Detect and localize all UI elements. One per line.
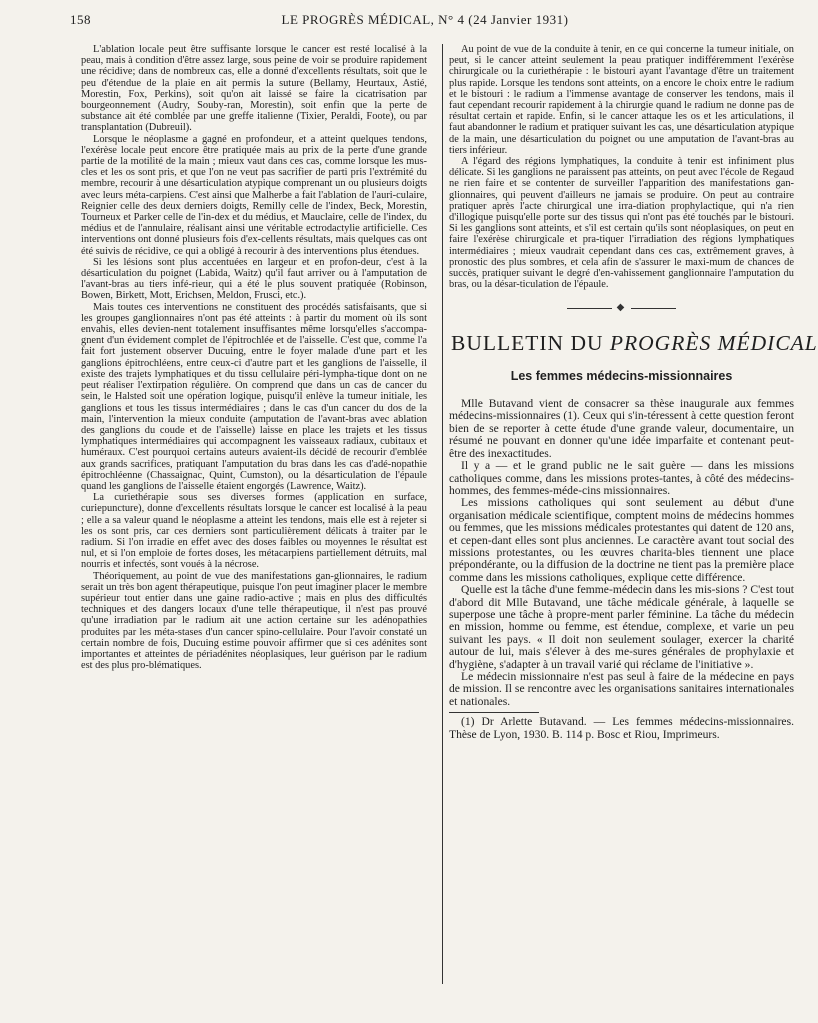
column-divider [442,44,443,984]
bulletin-paragraph-1: Mlle Butavand vient de consacrer sa thèse inaugurale aux femmes médecins-missionnaires (1). Ceux qui s'in-téressent à cette question feront bien de se reporter à cette étude d'une grande valeur, documentaire, un résumé ne pouvant en donner qu'une idée imparfaite et contenant peut-être des inexactitudes. [449,397,794,460]
article-title: Les femmes médecins-missionnaires [510,368,733,383]
left-paragraph-1: L'ablation locale peut être suffisante lorsque le cancer est resté localisé à la peau, mais à condition d'être assez large, sous peine de voir se produire rapidement une récidive; dans de nombreux cas, elle a donné d'excellents résultats, soit que le peu d'étendue de la plaie en ait permis la suture (Bellamy, Heurtaux, Astié, Morestin, Fox, Perkins), soit qu'on ait laissé se faire la cicatrisation par bourgeonnement (Audry, Souby-ran, Morestin), soit enfin que la perte de substance ait été comblée par une greffe italienne (Tixier, Peraldi, Foote), ou par transplantation (Dubreuil). [81,44,427,134]
right-paragraph-1: Au point de vue de la conduite à tenir, en ce qui concerne la tumeur initiale, on peut, si le cancer atteint seulement la peau pratiquer indifféremment l'exérèse chirurgicale ou la curiethérapie : le bistouri ayant l'avantage d'être un traitement plus rapide. Lorsque les tendons sont atteints, on a encore le choix entre le radium et le bistouri : le radium a l'immense avantage de conserver les tendons, mais il faut cependant recourir rapidement à la chirurgie quand le radium ne donne pas de résultat certain et rapide. Enfin, si le cancer attaque les os et les articulations, il faut abandonner le radium et pratiquer suivant les cas, une désarticulation atypique de la main, une désarticulation du poignet ou une amputation de l'avant-bras au tiers inférieur. [449,44,794,156]
running-head [70,12,780,32]
left-paragraph-5: La curiethérapie sous ses diverses formes (application en surface, curiepuncture), donne d'excellents résultats lorsque le cancer est localisé à la peau ; elle a sa valeur quand le néoplasme a atteint les tendons, mais elle est à rejeter si les os sont pris, car ces derniers sont particulièrement délicats à traiter par le radium. Si l'on irradie en effet avec des doses faibles ou moyennes le résultat est nul, et si l'on emploie de fortes doses, les métacarpiens partiellement détruits, mal nourris et infectés, sont voués à la nécrose. [81,492,427,571]
bulletin-section [449,330,818,741]
left-paragraph-4: Mais toutes ces interventions ne constituent des procédés satisfaisants, que si les groupes ganglionnaires n'ont pas été atteints : à partir du moment où ils sont envahis, elles devien-nent totalement insuffisantes même lorsqu'elles s'accompa-gnent d'un évidement complet de l'épitrochlée et de l'aisselle. C'est que, comme l'a fait fort justement observer Ducuing, entre le foyer malade d'une part et les ganglions épitrochléens, entre ceux-ci d'autre part et les ganglions de l'aisselle, il existe des trajets lymphatiques et du tissu cellulaire péri-lympha-tique dont on ne peut réaliser l'extirpation régulière. On comprend que dans un cas de cancer du sein, le Halsted soit une opération logique, puisqu'il enlève la tumeur initiale, les ganglions et tous les tissus intermédiaires ; dans le cas d'un cancer du dos de la main, l'intervention la mieux conduite (amputation de l'avant-bras avec ablation des ganglions du coude et de l'aisselle) laisse en place les trajets et les tissus lymphatiques intermédiaires qui accompagnent les vaisseaux radiaux, cubitaux et huméraux. C'est pourquoi certains auteurs avaient-ils décidé de recourir d'emblée aux grands sacrifices, pratiquant l'amputation du bras dans les cas d'adé-nopathie épitrochléenne (Chassaignac, Quint, Cumston), ou la désarticulation de l'épaule quand les ganglions de l'aisselle étaient engorgés (Lawrence, Waitz). [81,301,427,492]
bulletin-paragraph-4: Quelle est la tâche d'une femme-médecin dans les mis-sions ? C'est tout d'abord dit Mlle Butavand, une tâche médicale générale, à laquelle se superpose une tâche à propre-ment parler féminine. La tâche du médecin en mission, homme ou femme, est étendue, complexe, et varie un peu suivant les pays. « Il doit non seulement soulager, exercer la charité autour de lui, mais s'élever à des me-sures générales de prophylaxie et d'hygiène, s'adapter à un travail varié qui réclame de l'initiative ». [449,583,794,671]
article-continuation [449,44,794,290]
bulletin-paragraph-5: Le médecin missionnaire n'est pas seul à faire de la médecine en pays de mission. Il se rencontre avec les organisations sanitaires internationales et nationales. [449,670,794,708]
left-paragraph-2: Lorsque le néoplasme a gagné en profondeur, et a atteint quelques tendons, l'exérèse locale peut encore être pratiquée mais au prix de la perte d'une grande partie de la motilité de la main ; mieux vaut dans ces cas, comme lorsque les mus-cles et les os sont pris, et que l'on ne veut pas sacrifier de parti pris l'extrémité du membre, recourir à une désarticulation atypique comprenant un ou plusieurs doigts avec leurs méta-carpiens. C'est ainsi que Malherbe a fait l'ablation de l'auri-culaire, Reignier celle des deux derniers doigts, Remilly celle de l'index, Beck, Morestin, Tourneux et Parker celle de l'in-dex et du médius, et Mauclaire, celle de l'index, du médius et de l'annulaire, réalisant ainsi une véritable ectrodactylie artificielle. Ces interventions ont donné plusieurs fois d'ex-cellents résultats, mais quelques cas ont été suivis de récidive, ce qui a obligé à recourir à des interventions plus étendues. [81,133,427,257]
bulletin-paragraph-3: Les missions catholiques qui sont seulement au début d'une organisation médicale scientifique, comptent moins de médecins hommes ou femmes, que les missions médicales protestantes qui datent de 120 ans, et cepen-dant elles sont plus anciennes. Le caractère avant tout social des missions protestantes, ou les œuvres charita-bles tiennent une place prépondérante, ou la diffusion de la doctrine ne tient pas la première place comme dans les missions catholiques, explique cette différence. [449,496,794,584]
bulletin-heading [451,330,818,355]
bulletin-heading-plain: BULLETIN DU [451,330,610,355]
footnote-divider [449,712,539,713]
left-paragraph-6: Théoriquement, au point de vue des manifestations gan-glionnaires, le radium serait un très bon agent thérapeutique, puisque l'on peut imaginer placer le membre supérieur tout entier dans une gaine radio-active ; mais en plus des difficultés techniques et des dangers locaux d'une telle thérapeutique, il n'est pas prouvé qu'une irradiation par le radium ait une action certaine sur les adénopathies produites par les méta-stases d'un cancer spino-cellulaire. Pour l'avoir constaté un certain nombre de fois, Ducuing estime pouvoir affirmer que si ces adénites sont importantes et atteintes de périadénites néoplasiques, leur guérison par le radium est des plus pro-blématiques. [81,570,427,672]
section-ornament: ◆ [449,302,794,313]
bulletin-paragraph-2: Il y a — et le grand public ne le sait guère — dans les missions catholiques comme, dans les missions protes-tantes, à côté des médecins-hommes, des femmes-méde-cins missionnaires. [449,459,794,497]
bulletin-heading-italic: PROGRÈS MÉDICAL [609,330,818,355]
page-number: 158 [70,12,91,27]
footnote: (1) Dr Arlette Butavand. — Les femmes médecins-missionnaires. Thèse de Lyon, 1930. B. 114 p. Bosc et Riou, Imprimeurs. [449,715,794,741]
left-paragraph-3: Si les lésions sont plus accentuées en largeur et en profon-deur, c'est à la désarticulation du poignet (Labida, Waitz) qu'il faut arriver ou à l'amputation de l'avant-bras au tiers infé-rieur, qui a été le plus souvent pratiquée (Robinson, Bowen, Birkett, Mott, Erichsen, Meldon, Frusci, etc.). [81,256,427,302]
right-paragraph-2: A l'égard des régions lymphatiques, la conduite à tenir est infiniment plus délicate. Si les ganglions ne paraissent pas atteints, on peut avec l'école de Regaud ne rien faire et se contenter de surveiller l'apparition des manifestations gan-glionnaires, qui peuvent d'ailleurs ne jamais se produire. On peut au contraire pratiquer après l'acte chirurgical une irra-diation prophylactique, qui n'a rien d'illogique puisqu'elle porte sur des tissus qui n'ont pas été touchés par le bistouri. Si les ganglions sont atteints, et s'il est certain qu'ils sont néoplasiques, on peut en faire l'exérèse chirurgicale et pra-tiquer l'irradiation des régions lymphatiques intermédiaires ; mieux vaudrait cependant dans ces cas, extrêmement graves, à pronostic des plus sombres, et cela afin de s'assurer le maxi-mum de chances de succès, pratiquer suivant le degré d'en-vahissement ganglionnaire l'amputation du bras, ou la désar-ticulation de l'épaule. [449,156,794,291]
right-column [449,44,818,1004]
journal-title: LE PROGRÈS MÉDICAL, N° 4 (24 Janvier 1931) [281,12,569,27]
left-column [81,44,427,1004]
